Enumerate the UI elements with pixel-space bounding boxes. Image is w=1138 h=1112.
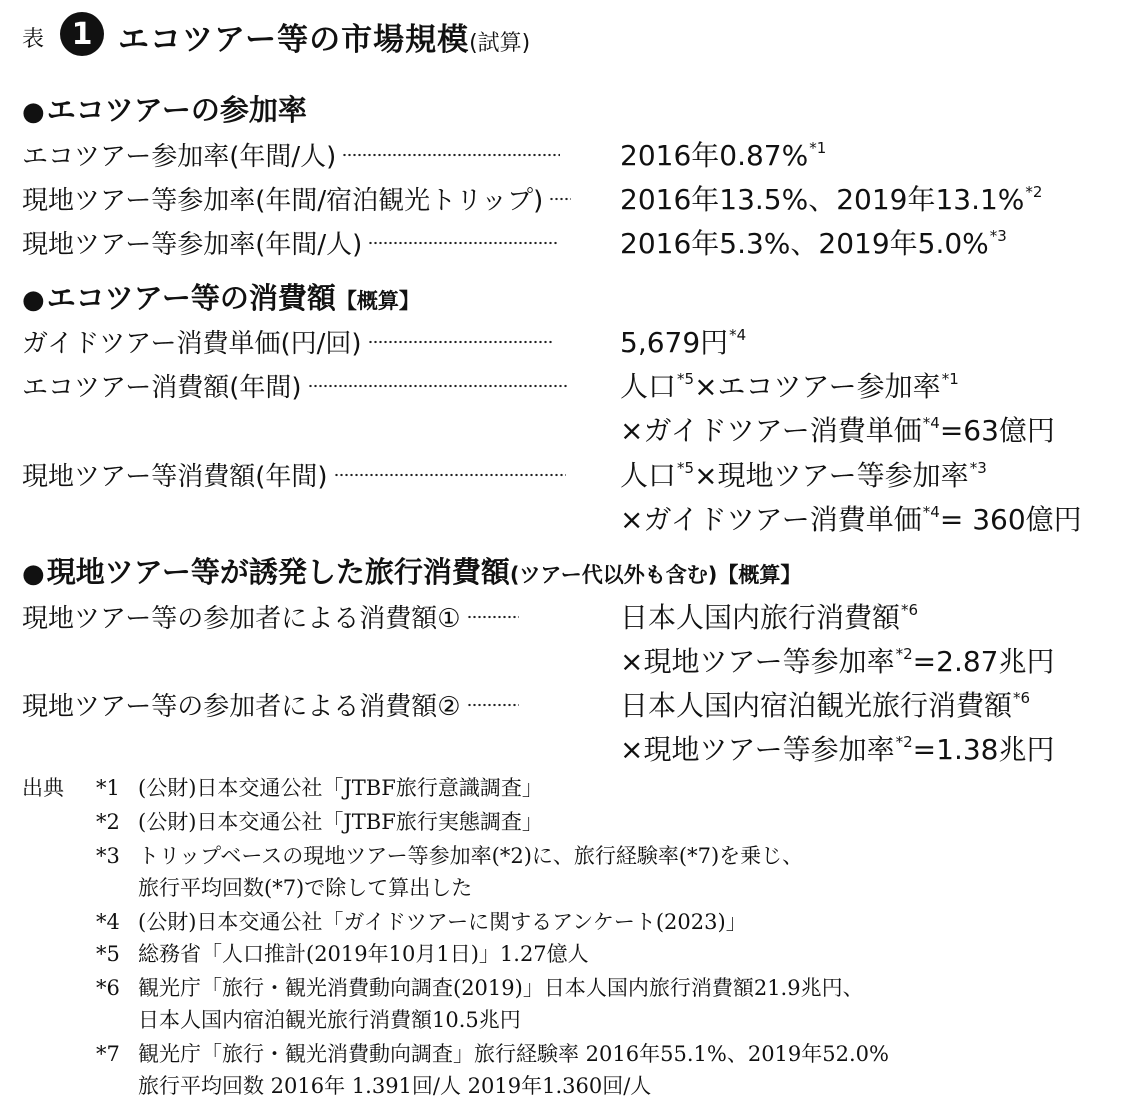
source-note <box>96 906 747 936</box>
value-text: 5,679円 <box>620 326 729 359</box>
footnote-ref: *2 <box>1025 183 1043 201</box>
source-note <box>96 938 589 968</box>
value-text: ×ガイドツアー消費単価 <box>620 503 922 536</box>
row-label <box>22 456 566 493</box>
value-text: ×現地ツアー等参加率 <box>620 645 895 678</box>
row-label-text: 現地ツアー等消費額(年間) <box>22 462 328 492</box>
footnote-ref: *3 <box>989 227 1007 245</box>
section-heading-participation <box>22 88 307 129</box>
row-label <box>22 367 568 404</box>
bullet-icon: ● <box>22 285 45 315</box>
footnote-ref: *4 <box>922 414 940 432</box>
footnote-ref: *2 <box>895 645 913 663</box>
row-value <box>620 222 1007 262</box>
source-note <box>96 972 864 1002</box>
row-label <box>22 686 519 723</box>
dot-leader <box>368 340 554 344</box>
source-note <box>96 1038 889 1068</box>
row-label <box>22 598 519 635</box>
row-label-text: エコツアー参加率(年間/人) <box>22 142 337 172</box>
bullet-icon: ● <box>22 559 45 589</box>
note-index: *1 <box>96 776 120 800</box>
value-text: 2016年13.5%、2019年13.1% <box>620 183 1025 216</box>
section-title: 現地ツアー等が誘発した旅行消費額 <box>46 555 510 589</box>
value-text: =63億円 <box>939 414 1055 447</box>
section-title: エコツアーの参加率 <box>46 93 307 127</box>
footnote-ref: *6 <box>1013 689 1031 707</box>
row-label-text: ガイドツアー消費単価(円/回) <box>22 329 362 359</box>
title-main-text: エコツアー等の市場規模 <box>118 22 470 58</box>
row-label <box>22 224 558 261</box>
value-text: ×エコツアー参加率 <box>694 370 941 403</box>
note-index: *7 <box>96 1042 120 1066</box>
value-text: ×現地ツアー等参加率 <box>620 733 895 766</box>
footnote-ref: *1 <box>809 139 827 157</box>
source-note-cont: 日本人国内宿泊観光旅行消費額10.5兆円 <box>138 1008 521 1032</box>
row-value <box>620 365 959 405</box>
row-value <box>620 684 1030 724</box>
note-index: *5 <box>96 942 120 966</box>
value-text: 日本人国内旅行消費額 <box>620 601 901 634</box>
section-title: エコツアー等の消費額 <box>46 281 336 315</box>
row-value-cont <box>620 409 1055 449</box>
footnote-ref: *3 <box>969 459 987 477</box>
dot-leader <box>308 384 568 388</box>
row-value <box>620 596 918 636</box>
source-note-cont: 旅行平均回数 2016年 1.391回/人 2019年1.360回/人 <box>138 1074 652 1098</box>
section-heading-induced <box>22 550 801 591</box>
source-note <box>96 806 543 836</box>
note-text: (公財)日本交通公社「JTBF旅行意識調査」 <box>138 776 543 800</box>
row-value <box>620 134 826 174</box>
table-number-badge: 1 <box>60 12 104 56</box>
dot-leader <box>467 615 519 619</box>
table-label: 表 <box>22 27 45 52</box>
section-suffix: (ツアー代以外も含む)【概算】 <box>509 563 802 587</box>
value-text: 2016年5.3%、2019年5.0% <box>620 227 989 260</box>
row-label <box>22 323 554 360</box>
value-text: 日本人国内宿泊観光旅行消費額 <box>620 689 1013 722</box>
value-text: =1.38兆円 <box>912 733 1055 766</box>
row-value <box>620 321 746 361</box>
page-title <box>118 14 530 59</box>
dot-leader <box>334 473 566 477</box>
section-heading-consumption <box>22 276 420 317</box>
value-text: ×ガイドツアー消費単価 <box>620 414 922 447</box>
title-sub-text: (試算) <box>469 31 531 56</box>
source-note-cont: 旅行平均回数(*7)で除して算出した <box>138 876 473 900</box>
section-suffix: 【概算】 <box>335 289 420 313</box>
dot-leader <box>467 703 519 707</box>
value-text: 2016年0.87% <box>620 139 809 172</box>
note-index: *6 <box>96 976 120 1000</box>
note-index: *4 <box>96 910 120 934</box>
note-text: (公財)日本交通公社「ガイドツアーに関するアンケート(2023)」 <box>138 910 747 934</box>
row-label-text: 現地ツアー等参加率(年間/人) <box>22 230 363 260</box>
source-note <box>96 840 803 870</box>
row-value-cont <box>620 728 1054 768</box>
footnote-ref: *5 <box>677 370 695 388</box>
footnote-ref: *4 <box>729 326 747 344</box>
note-text: 観光庁「旅行・観光消費動向調査(2019)」日本人国内旅行消費額21.9兆円、 <box>138 976 864 1000</box>
note-index: *3 <box>96 844 120 868</box>
dot-leader <box>368 241 558 245</box>
row-value <box>620 454 987 494</box>
value-text: 人口 <box>620 459 677 492</box>
row-label <box>22 136 560 173</box>
row-label <box>22 180 571 217</box>
row-value-cont <box>620 640 1054 680</box>
footnote-ref: *4 <box>922 503 940 521</box>
note-index: *2 <box>96 810 120 834</box>
source-note <box>96 772 543 802</box>
value-text: 人口 <box>620 370 677 403</box>
row-label-text: 現地ツアー等参加率(年間/宿泊観光トリップ) <box>22 186 544 216</box>
note-text: (公財)日本交通公社「JTBF旅行実態調査」 <box>138 810 543 834</box>
row-label-text: 現地ツアー等の参加者による消費額② <box>22 692 461 722</box>
bullet-icon: ● <box>22 97 45 127</box>
value-text: ×現地ツアー等参加率 <box>694 459 969 492</box>
value-text: =2.87兆円 <box>912 645 1055 678</box>
row-label-text: エコツアー消費額(年間) <box>22 373 302 403</box>
note-text: 観光庁「旅行・観光消費動向調査」旅行経験率 2016年55.1%、2019年52.0% <box>138 1042 889 1066</box>
note-text: 総務省「人口推計(2019年10月1日)」1.27億人 <box>138 942 589 966</box>
footnote-ref: *1 <box>941 370 959 388</box>
row-label-text: 現地ツアー等の参加者による消費額① <box>22 604 461 634</box>
footnote-ref: *6 <box>901 601 919 619</box>
note-text: トリップベースの現地ツアー等参加率(*2)に、旅行経験率(*7)を乗じ、 <box>138 844 804 868</box>
dot-leader <box>342 153 560 157</box>
sources-heading: 出典 <box>22 776 64 800</box>
dot-leader <box>549 197 571 201</box>
value-text: = 360億円 <box>939 503 1082 536</box>
footnote-ref: *5 <box>677 459 695 477</box>
row-value-cont <box>620 498 1082 538</box>
footnote-ref: *2 <box>895 733 913 751</box>
row-value <box>620 178 1042 218</box>
